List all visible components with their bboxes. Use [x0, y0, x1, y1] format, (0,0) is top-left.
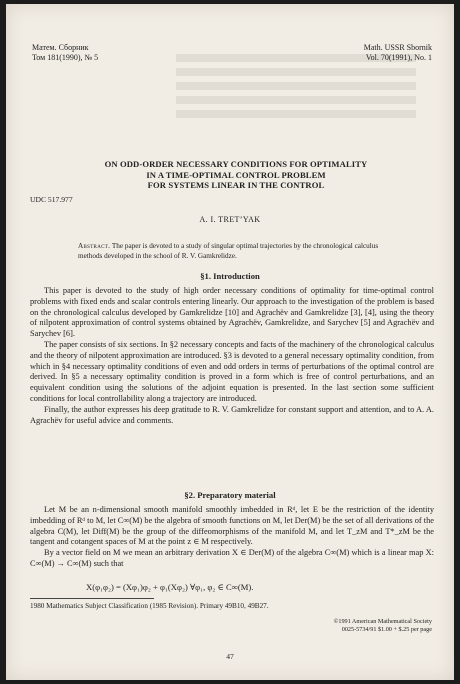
journal-page [6, 4, 454, 680]
abstract-label: Abstract. [78, 242, 111, 250]
paragraph: Finally, the author expresses his deep gratitude to R. V. Gamkrelidze for constant support and attention, and to A. A. Agrachëv for useful advice and comments. [30, 404, 434, 425]
title-line-3: FOR SYSTEMS LINEAR IN THE CONTROL [147, 180, 325, 190]
copyright-line-1: ©1991 American Mathematical Society [333, 618, 432, 625]
footnote-msc: 1980 Mathematics Subject Classification (1985 Revision). Primary 49B10, 49B27. [30, 602, 269, 610]
copyright-notice [292, 618, 432, 633]
title-line-1: ON ODD-ORDER NECESSARY CONDITIONS FOR OPTIMALITY [104, 159, 368, 169]
abstract-text: The paper is devoted to a study of singular optimal trajectories by the chronological calculus methods developed in the school of R. V. Gamkrelidze. [78, 242, 379, 260]
header-right-journal: Math. USSR Sbornik [363, 43, 432, 52]
copyright-line-2: 0025-5734/91 $1.00 + $.25 per page [341, 625, 432, 633]
paper-title [46, 159, 426, 191]
abstract [78, 241, 383, 261]
header-left [32, 43, 98, 63]
section-heading-preparatory: §2. Preparatory material [184, 490, 276, 500]
footnote-rule [30, 598, 154, 599]
introduction-body [30, 286, 434, 426]
derivation-formula: X(φ₁φ₂) = (Xφ₁)φ₂ + φ₁(Xφ₂) ∀φ₁, φ₂ ∈ C∞(M). [86, 582, 254, 592]
paragraph: Let M be an n-dimensional smooth manifold smoothly imbedded in Rᵈ, let E be the restriction of the identity imbedding of Rᵈ to M, let C∞(M) be the algebra of smooth functions on M, let Der(M) be the set of all derivations of the algebra C(M), let Diff(M) be the group of the diffeomorphisms of the manifold M, and let T_zM and T*_zM be the tangent and cotangent spaces of M at the point z ∈ M respectively. [30, 505, 434, 547]
title-line-2: IN A TIME-OPTIMAL CONTROL PROBLEM [146, 169, 326, 180]
paragraph: By a vector field on M we mean an arbitrary derivation X ∈ Der(M) of the algebra C∞(M) which is a linear map X: C∞(M) → C∞(M) such that [30, 548, 434, 568]
page-number: 47 [226, 652, 234, 661]
section-heading-introduction: §1. Introduction [200, 271, 260, 281]
author-name: A. I. TRET’YAK [199, 215, 261, 224]
header-right-volume: Vol. 70(1991), No. 1 [365, 53, 432, 62]
header-left-journal: Матем. Сборник [32, 43, 89, 52]
preparatory-body [30, 505, 434, 570]
header-right [364, 43, 432, 63]
udc-code: UDC 517.977 [30, 195, 73, 204]
paragraph: This paper is devoted to the study of high order necessary conditions of optimality for time-optimal control problems with fixed ends and scalar controls entering linearly. Our approach to the investigation of the problem is based on the chronological calculus developed by Gamkrelidze [10] and Agrachëv and Gamkrelidze [3], [4], using the theory of nilpotent approximation of control systems obtained by Agrachëv, Gamkrelidze, and Sarychev [5] and Agrachëv and Sarychev [6]. [30, 286, 434, 339]
paragraph: The paper consists of six sections. In §2 necessary concepts and facts of the machinery of the chronological calculus and the theory of nilpotent approximation are introduced. §3 is devoted to a general necessary optimality condition, from which in §4 necessary optimality conditions of even and odd orders in terms of perturbations of the optimal control are derived. In §5 a necessary optimality condition is proved in a form which is free of control perturbations, and an equivalent condition using the solutions of the adjoint equation is presented. In the last section some sufficient conditions for local controllability along a trajectory are introduced. [30, 339, 434, 403]
header-left-volume: Том 181(1990), № 5 [32, 53, 99, 62]
